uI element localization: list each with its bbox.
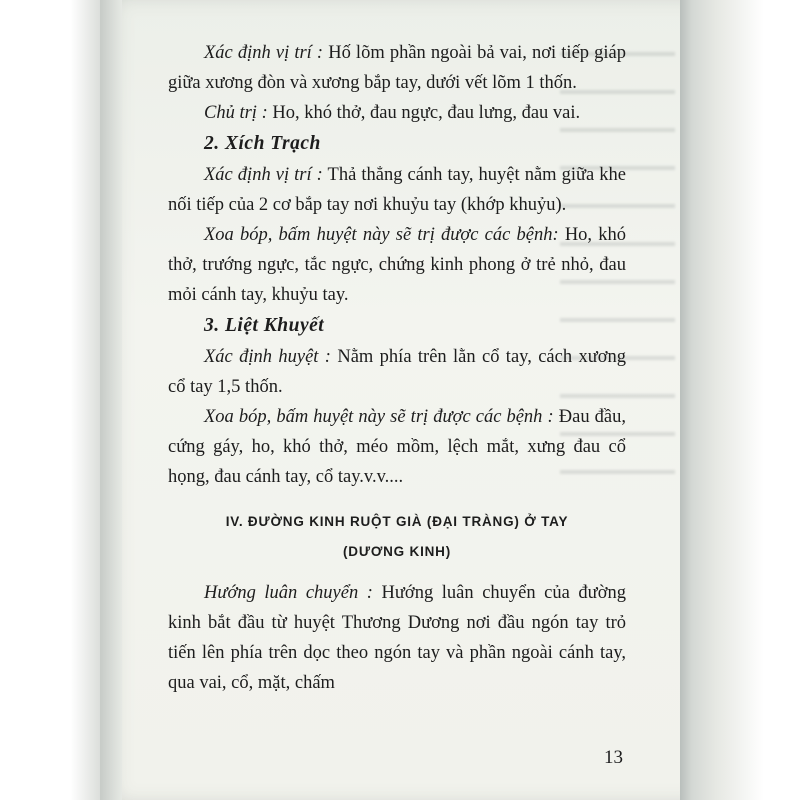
heading-xich-trach: 2. Xích Trạch <box>204 133 321 154</box>
paragraph-flow-direction <box>168 578 626 698</box>
paragraph-location-3 <box>168 342 626 402</box>
paragraph-treatment-3 <box>168 402 626 492</box>
page-number: 13 <box>604 747 623 768</box>
paragraph-text: Hướng luân chuyển của đường kinh bắt đầu từ huyệt Thương Dương nơi đầu ngón tay trỏ tiến lên phía trên dọc theo ngón tay và phần ngoài cánh tay, qua vai, cổ, mặt, chấm <box>168 583 626 693</box>
paragraph-treatment-2 <box>168 220 626 310</box>
paragraph-text: Nằm phía trên lằn cổ tay, cách xương cổ tay 1,5 thốn. <box>168 347 627 397</box>
paragraph-location-2 <box>168 160 626 220</box>
paragraph-text: Đau đầu, cứng gáy, ho, khó thở, méo mồm, lệch mắt, xưng đau cổ họng, đau cánh tay, cổ tay.v.v.... <box>168 407 626 487</box>
page-content <box>168 38 626 698</box>
paragraph-text: Ho, khó thở, đau ngực, đau lưng, đau vai. <box>267 103 581 123</box>
page-binding-shadow <box>100 0 122 800</box>
paragraph-lead: Xác định vị trí : <box>204 165 323 185</box>
heading-liet-khuyet: 3. Liệt Khuyết <box>204 315 325 336</box>
paragraph-lead: Hướng luân chuyển : <box>204 583 373 603</box>
section-title: IV. ĐƯỜNG KINH RUỘT GIÀ (ĐẠI TRÀNG) Ở TAY <box>225 514 569 529</box>
paragraph-text: Hố lõm phần ngoài bả vai, nơi tiếp giáp giữa xương đòn và xương bắp tay, dưới vết lõm 1 thốn. <box>168 43 626 93</box>
paragraph-location-1 <box>168 38 626 98</box>
paragraph-lead: Xoa bóp, bấm huyệt này sẽ trị được các bệnh: <box>204 225 559 245</box>
paragraph-text: Thả thẳng cánh tay, huyệt nằm giữa khe nối tiếp của 2 cơ bắp tay nơi khuỷu tay (khớp khuỷu). <box>168 165 626 215</box>
photo-background-right <box>680 0 800 800</box>
paragraph-text: Ho, khó thở, trướng ngực, tắc ngực, chứng kinh phong ở trẻ nhỏ, đau mỏi cánh tay, khuỷu tay. <box>168 225 626 305</box>
paragraph-lead: Chủ trị : <box>204 103 268 123</box>
paragraph-lead: Xoa bóp, bấm huyệt này sẽ trị được các bệnh : <box>204 407 554 427</box>
section-subtitle: (DƯƠNG KINH) <box>342 544 452 559</box>
paragraph-lead: Xác định huyệt : <box>204 347 331 367</box>
paragraph-indications-1 <box>168 98 626 128</box>
paragraph-lead: Xác định vị trí : <box>204 43 324 63</box>
